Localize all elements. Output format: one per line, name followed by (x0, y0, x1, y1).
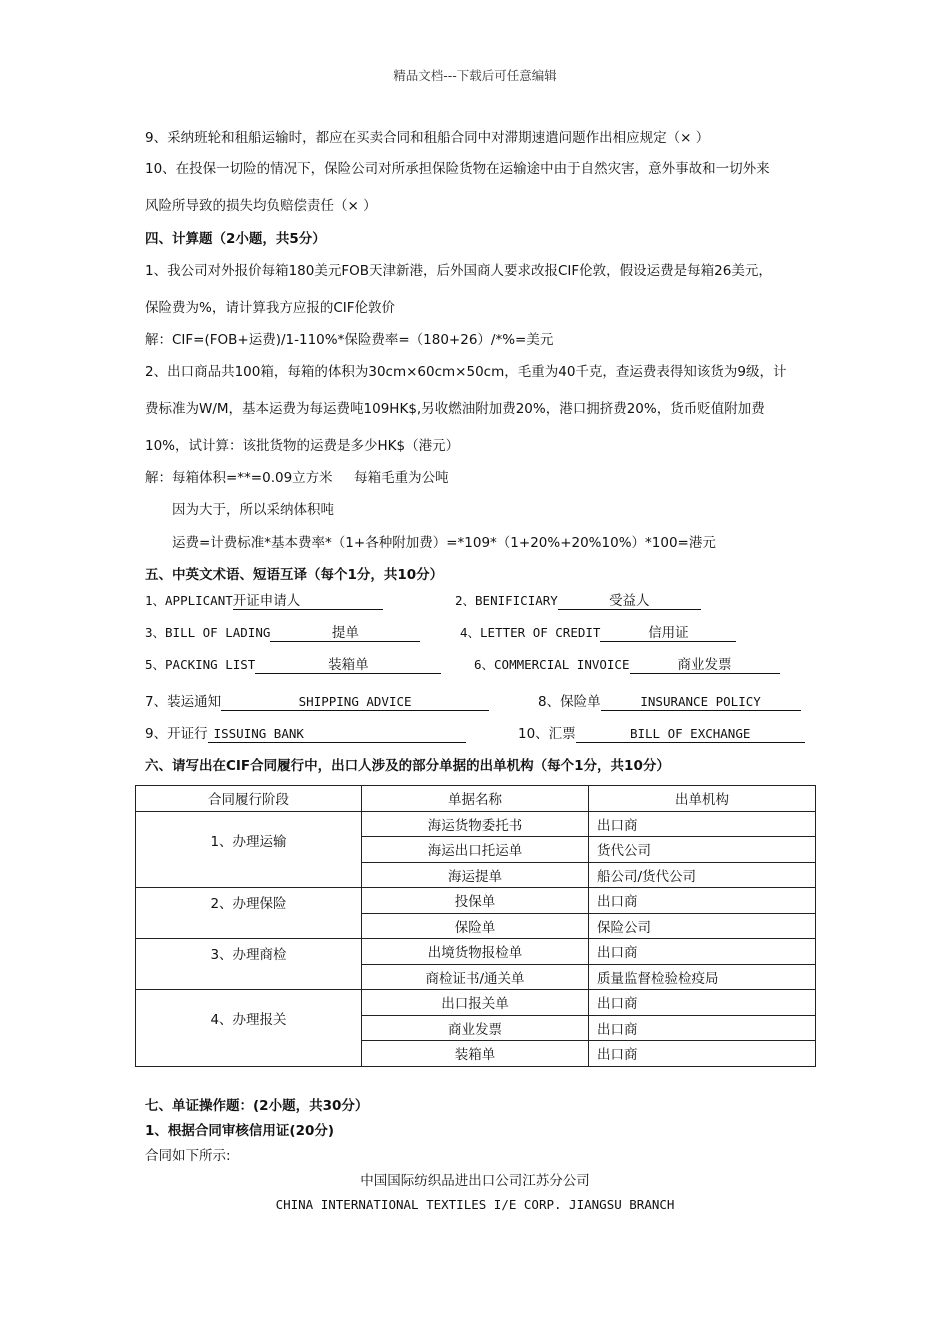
company-name-en: CHINA INTERNATIONAL TEXTILES I/E CORP. JIANGSU BRANCH (275, 1197, 675, 1212)
document-cell: 出口报关单 (362, 990, 589, 1016)
issuer-cell: 保险公司 (589, 913, 816, 939)
term-answer: BILL OF EXCHANGE (576, 726, 805, 743)
issuer-cell: 出口商 (589, 811, 816, 837)
table-row (136, 811, 816, 837)
table-header: 出单机构 (589, 786, 816, 812)
page-header: 精品文档---下载后可任意编辑 (393, 68, 557, 83)
term-answer: SHIPPING ADVICE (221, 694, 489, 711)
issuer-cell: 船公司/货代公司 (589, 862, 816, 888)
term-answer: 提单 (270, 625, 420, 642)
term-answer: 信用证 (600, 625, 736, 642)
document-cell: 商业发票 (362, 1015, 589, 1041)
issuer-cell: 出口商 (589, 990, 816, 1016)
term-prefix: 1、APPLICANT (145, 593, 233, 608)
issuer-cell: 出口商 (589, 888, 816, 914)
document-cell: 海运货物委托书 (362, 811, 589, 837)
term-item (460, 624, 736, 642)
document-cell: 装箱单 (362, 1041, 589, 1067)
calc-2-solution-3: 运费=计费标准*基本费率*（1+各种附加费）=*109*（1+20%+20%10%）*100=港元 (172, 535, 716, 551)
section-7-title: 七、单证操作题：(2小题，共30分） (145, 1098, 369, 1114)
table-row (136, 888, 816, 914)
term-item (145, 624, 420, 642)
term-answer: 装箱单 (255, 657, 441, 674)
section-7-question-1: 1、根据合同审核信用证(20分) (145, 1123, 335, 1139)
term-item (518, 725, 805, 743)
contract-intro: 合同如下所示: (145, 1148, 231, 1164)
question-10-line2: 风险所导致的损失均负赔偿责任（× ） (145, 198, 377, 214)
term-item (474, 656, 780, 674)
question-10-line1: 10、在投保一切险的情况下，保险公司对所承担保险货物在运输途中由于自然灾害，意外事故和一切外来 (145, 161, 770, 177)
term-item (145, 592, 383, 610)
table-header: 单据名称 (362, 786, 589, 812)
term-answer: 受益人 (558, 593, 701, 610)
calc-2-solution-1: 解：每箱体积=**=0.09立方米 每箱毛重为公吨 (145, 470, 449, 486)
term-answer: ISSUING BANK (208, 726, 466, 743)
issuer-cell: 质量监督检验检疫局 (589, 964, 816, 990)
term-prefix: 7、装运通知 (145, 694, 222, 710)
calc-2-line2: 费标准为W/M，基本运费为每运费吨109HK$,另收燃油附加费20%，港口拥挤费20%，货币贬值附加费 (145, 401, 765, 417)
calc-1-line1: 1、我公司对外报价每箱180美元FOB天津新港，后外国商人要求改报CIF伦敦，假设运费是每箱26美元， (145, 263, 772, 279)
table-row (136, 939, 816, 965)
section-6-title: 六、请写出在CIF合同履行中，出口人涉及的部分单据的出单机构（每个1分，共10分） (145, 758, 670, 774)
term-prefix: 2、BENIFICIARY (455, 593, 558, 608)
term-item (455, 592, 701, 610)
term-item (145, 693, 489, 711)
stage-cell: 4、办理报关 (136, 990, 362, 1067)
table-header-row (136, 786, 816, 812)
calc-2-line1: 2、出口商品共100箱，每箱的体积为30cm×60cm×50cm，毛重为40千克，查运费表得知该货为9级，计 (145, 364, 787, 380)
term-answer: 开证申请人 (233, 593, 383, 610)
stage-cell: 2、办理保险 (136, 888, 362, 939)
section-4-title: 四、计算题（2小题，共5分） (145, 231, 326, 247)
term-item (145, 725, 466, 743)
issuer-cell: 出口商 (589, 939, 816, 965)
document-cell: 保险单 (362, 913, 589, 939)
document-cell: 海运出口托运单 (362, 837, 589, 863)
section-5-title: 五、中英文术语、短语互译（每个1分，共10分） (145, 567, 444, 583)
stage-cell: 3、办理商检 (136, 939, 362, 990)
issuing-agency-table (135, 785, 816, 1067)
term-answer: INSURANCE POLICY (601, 694, 801, 711)
question-9: 9、采纳班轮和租船运输时，都应在买卖合同和租船合同中对滞期速遣问题作出相应规定（× ） (145, 130, 710, 146)
term-item (538, 693, 801, 711)
issuer-cell: 出口商 (589, 1041, 816, 1067)
term-prefix: 8、保险单 (538, 694, 601, 710)
document-cell: 商检证书/通关单 (362, 964, 589, 990)
term-prefix: 10、汇票 (518, 726, 576, 742)
document-cell: 投保单 (362, 888, 589, 914)
term-answer: 商业发票 (630, 657, 780, 674)
document-cell: 海运提单 (362, 862, 589, 888)
document-cell: 出境货物报检单 (362, 939, 589, 965)
issuer-cell: 出口商 (589, 1015, 816, 1041)
stage-cell: 1、办理运输 (136, 811, 362, 888)
calc-2-solution-2: 因为大于，所以采纳体积吨 (172, 502, 334, 518)
term-item (145, 656, 441, 674)
calc-1-line2: 保险费为%，请计算我方应报的CIF伦敦价 (145, 300, 395, 316)
table-row (136, 990, 816, 1016)
calc-1-solution: 解：CIF=(FOB+运费)/1-110%*保险费率=（180+26）/*%=美元 (145, 332, 554, 348)
table-header: 合同履行阶段 (136, 786, 362, 812)
calc-2-line3: 10%，试计算：该批货物的运费是多少HK$（港元） (145, 438, 460, 454)
company-name-cn: 中国国际纺织品进出口公司江苏分公司 (360, 1173, 590, 1189)
term-prefix: 4、LETTER OF CREDIT (460, 625, 601, 640)
term-prefix: 9、开证行 (145, 726, 208, 742)
issuer-cell: 货代公司 (589, 837, 816, 863)
term-prefix: 6、COMMERCIAL INVOICE (474, 657, 630, 672)
term-prefix: 5、PACKING LIST (145, 657, 256, 672)
term-prefix: 3、BILL OF LADING (145, 625, 271, 640)
